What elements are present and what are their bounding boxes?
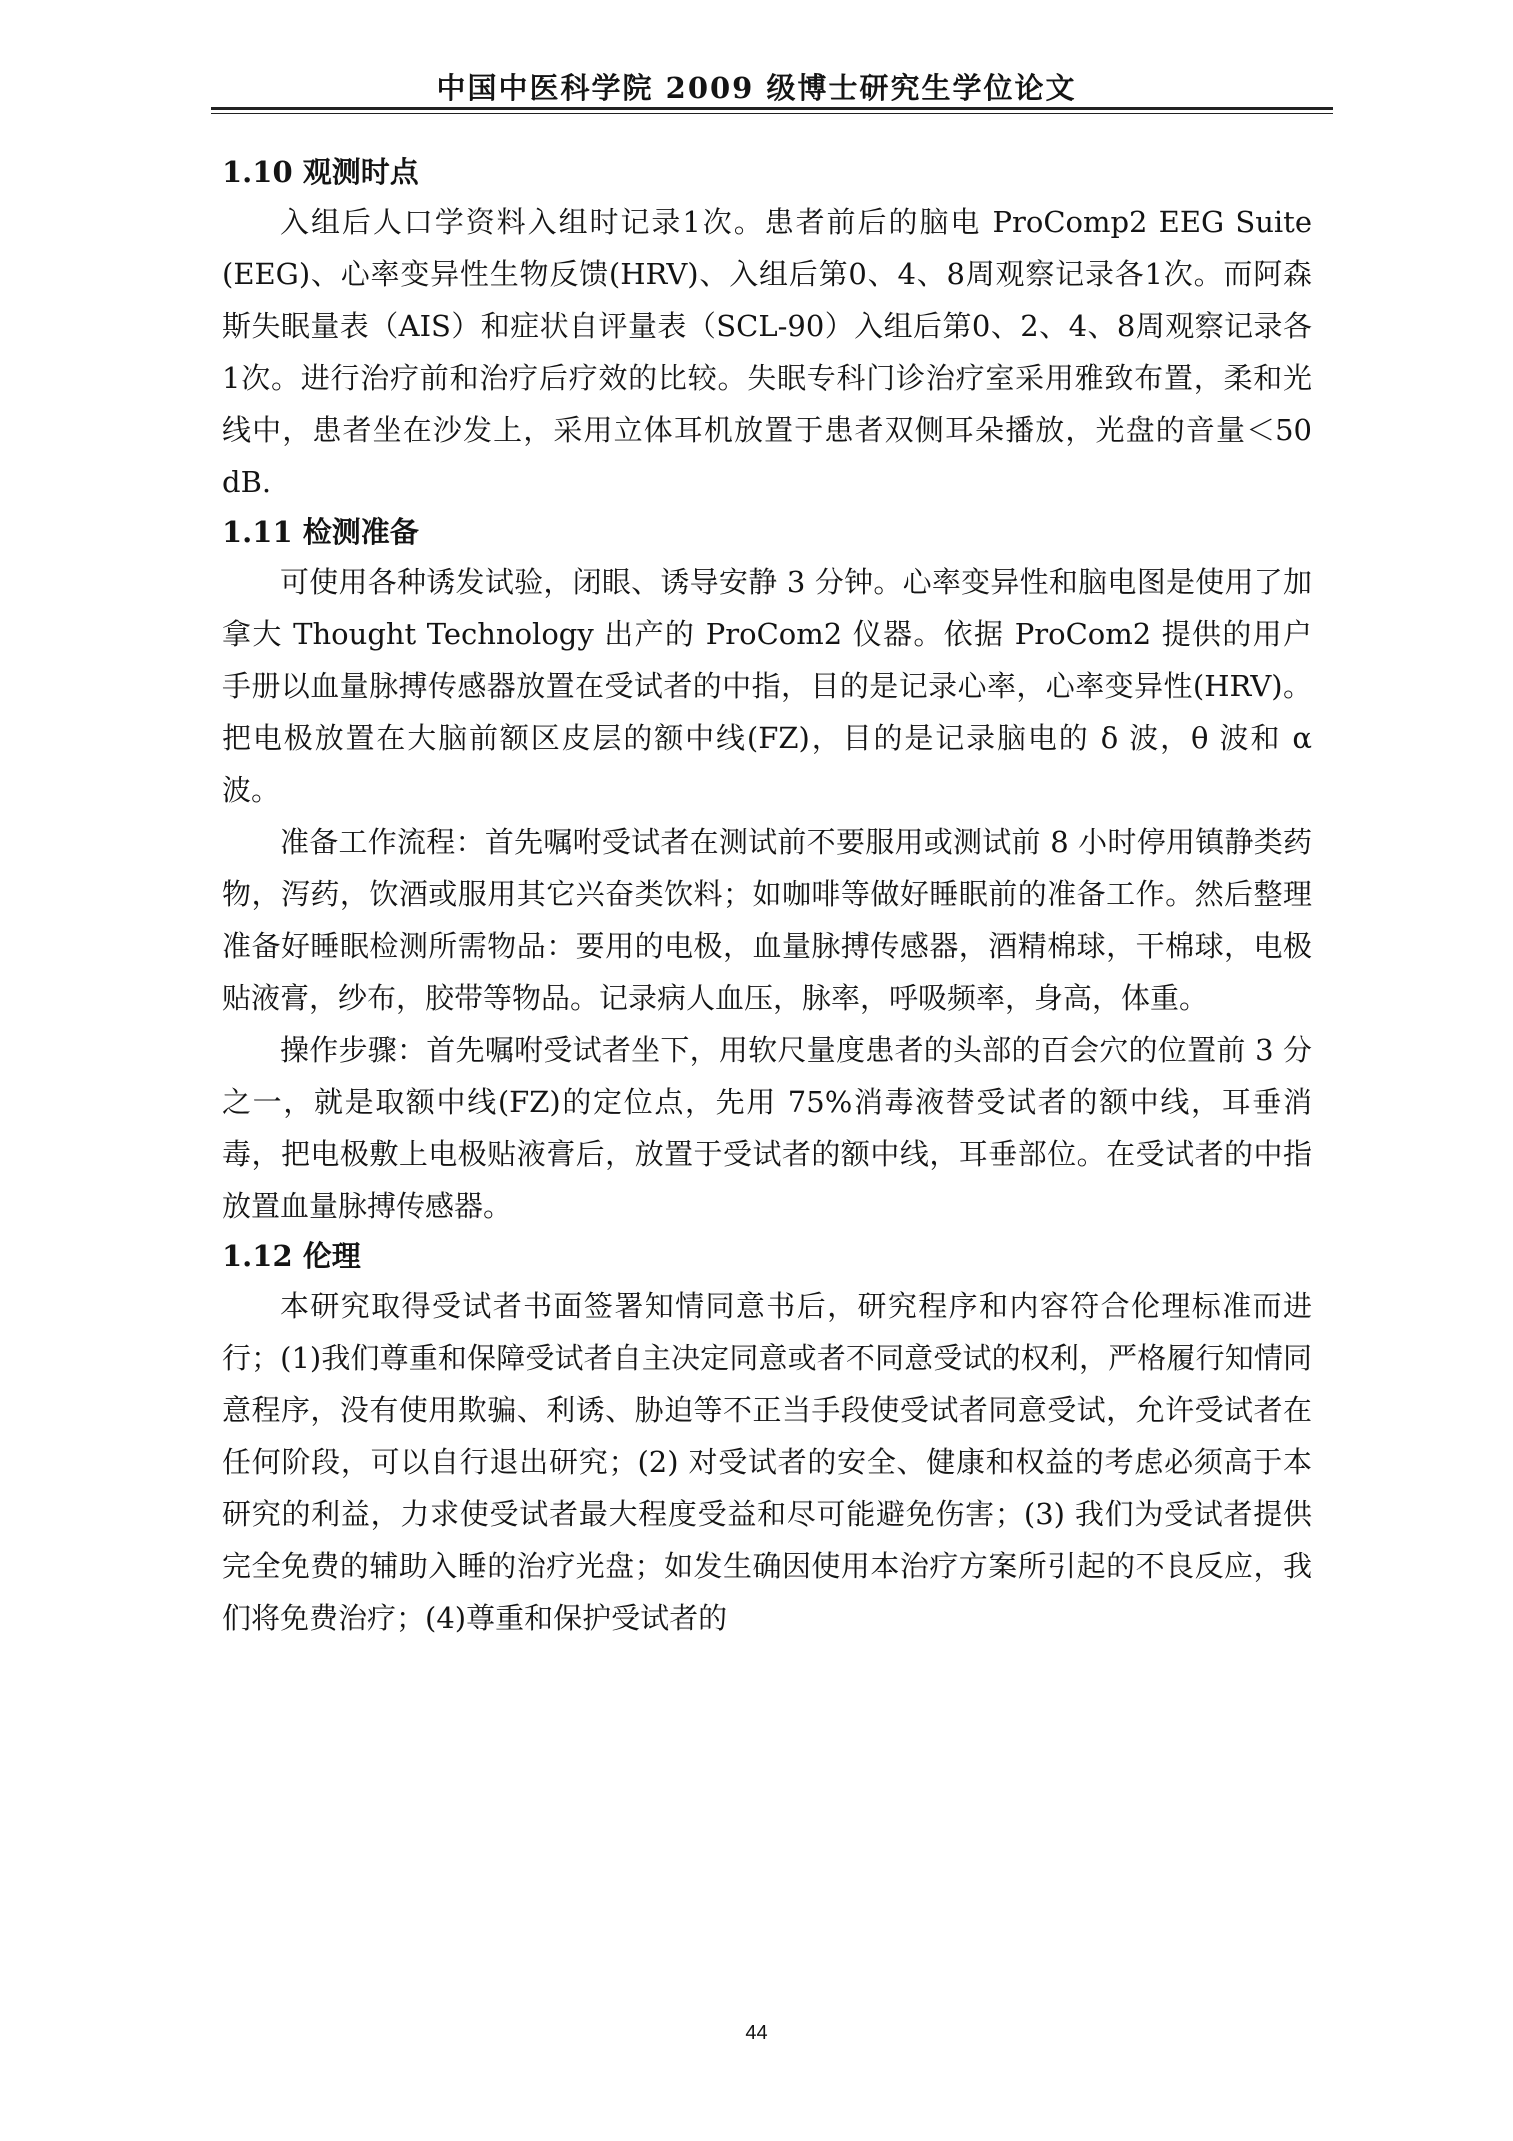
paragraph: 本研究取得受试者书面签署知情同意书后，研究程序和内容符合伦理标准而进行；(1)我们尊重和保障受试者自主决定同意或者不同意受试的权利，严格履行知情同意程序，没有使用欺骗、利诱、胁迫等不正当手段使受试者同意受试，允许受试者在任何阶段，可以自行退出研究；(2) 对受试者的安全、健康和权益的考虑必须高于本研究的利益，力求使受试者最大程度受益和尽可能避免伤害；(3) 我们为受试者提供完全免费的辅助入睡的治疗光盘；如发生确因使用本治疗方案所引起的不良反应，我们将免费治疗；(4)尊重和保护受试者的 <box>222 1289 1312 1635</box>
running-header-title: 中国中医科学院 2009 级博士研究生学位论文 <box>436 71 1077 105</box>
header-rule <box>211 107 1333 110</box>
page-header <box>0 48 1513 108</box>
section-heading: 1.10 观测时点 <box>222 155 419 189</box>
paragraph: 准备工作流程：首先嘱咐受试者在测试前不要服用或测试前 8 小时停用镇静类药物，泻药，饮酒或服用其它兴奋类饮料；如咖啡等做好睡眠前的准备工作。然后整理准备好睡眠检测所需物品：要用的电极，血量脉搏传感器，酒精棉球，干棉球，电极贴液膏，纱布，胶带等物品。记录病人血压，脉率，呼吸频率，身高，体重。 <box>222 825 1312 1015</box>
section-heading: 1.12 伦理 <box>222 1239 361 1273</box>
paragraph: 入组后人口学资料入组时记录1次。患者前后的脑电 ProComp2 EEG Suite (EEG)、心率变异性生物反馈(HRV)、入组后第0、4、8周观察记录各1次。而阿森斯失眠量表（AIS）和症状自评量表（SCL-90）入组后第0、2、4、8周观察记录各1次。进行治疗前和治疗后疗效的比较。失眠专科门诊治疗室采用雅致布置，柔和光线中，患者坐在沙发上，采用立体耳机放置于患者双侧耳朵播放，光盘的音量＜50 dB. <box>222 205 1312 499</box>
section-1-12 <box>222 1232 1312 1644</box>
paragraph: 操作步骤：首先嘱咐受试者坐下，用软尺量度患者的头部的百会穴的位置前 3 分之一，就是取额中线(FZ)的定位点，先用 75%消毒液替受试者的额中线，耳垂消毒，把电极敷上电极贴液膏后，放置于受试者的额中线，耳垂部位。在受试者的中指放置血量脉搏传感器。 <box>222 1033 1312 1223</box>
page-body <box>222 148 1312 1644</box>
page-number: 44 <box>745 2022 768 2044</box>
section-1-11 <box>222 508 1312 1232</box>
section-1-10 <box>222 148 1312 508</box>
paragraph: 可使用各种诱发试验，闭眼、诱导安静 3 分钟。心率变异性和脑电图是使用了加拿大 Thought Technology 出产的 ProCom2 仪器。依据 ProCom2 提供的用户手册以血量脉搏传感器放置在受试者的中指，目的是记录心率，心率变异性(HRV)。把电极放置在大脑前额区皮层的额中线(FZ)，目的是记录脑电的 δ 波，θ 波和 α 波。 <box>222 565 1312 807</box>
section-heading: 1.11 检测准备 <box>222 515 419 549</box>
